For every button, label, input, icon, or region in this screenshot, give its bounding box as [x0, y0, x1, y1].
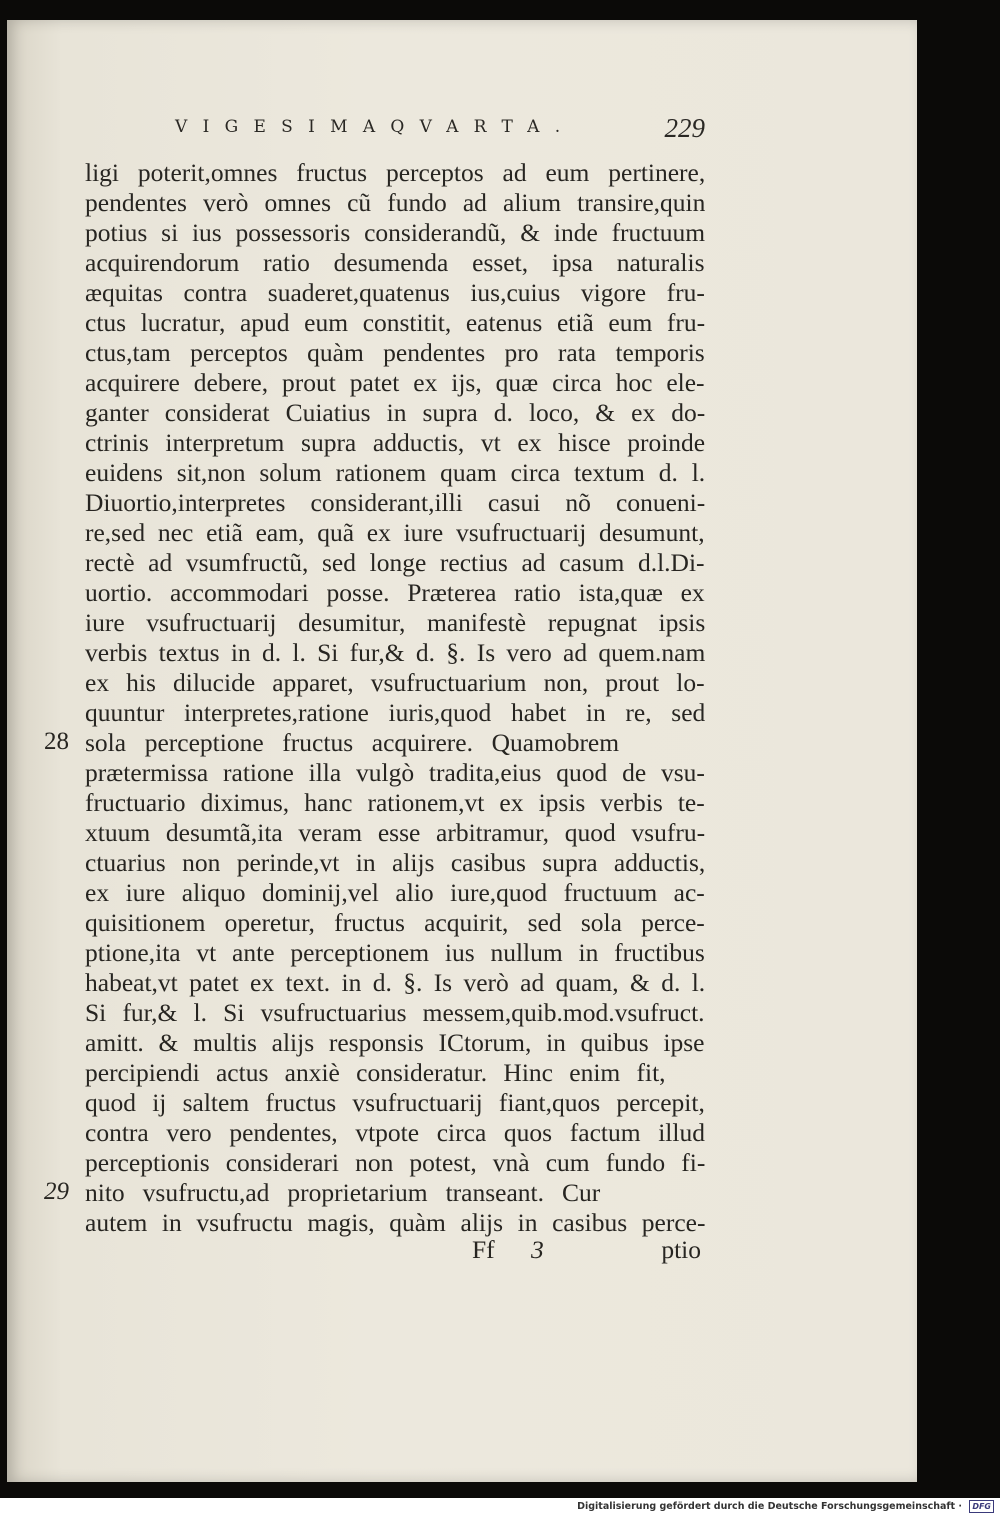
- text-line: ctus lucratur, apud eum constitit, eatenus etiã eum fru-: [85, 308, 706, 337]
- text-line: æquitas contra suaderet,quatenus ius,cuius vigore fru-: [85, 278, 705, 307]
- text-line: sola perceptione fructus acquirere. Quamobrem: [85, 728, 620, 757]
- text-line: re,sed nec etiã eam, quã ex iure vsufructuarij desumunt,: [85, 518, 705, 547]
- text-line: ctus,tam perceptos quàm pendentes pro rata temporis: [85, 338, 705, 367]
- signature-number: 3: [531, 1235, 544, 1264]
- dfg-logo-icon: DFG: [969, 1500, 994, 1513]
- text-line: autem in vsufructu magis, quàm alijs in casibus perce-: [85, 1208, 706, 1237]
- text-line: ex his dilucide apparet, vsufructuarium non, prout lo-: [85, 668, 705, 697]
- catchword: ptio: [661, 1235, 701, 1264]
- text-line: rectè ad vsumfructũ, sed longe rectius ad casum d.l.Di-: [85, 548, 705, 577]
- text-line: quuntur interpretes,ratione iuris,quod habet in re, sed: [85, 698, 706, 727]
- text-line: fructuario diximus, hanc rationem,vt ex ipsis verbis te-: [85, 788, 705, 817]
- page-footer: [85, 1235, 705, 1265]
- text-line: contra vero pendentes, vtpote circa quos factum illud: [85, 1118, 705, 1147]
- text-line: Diuortio,interpretes considerant,illi casui nõ conueni-: [85, 488, 706, 517]
- text-line: acquirere debere, prout patet ex ijs, quæ circa hoc ele-: [85, 368, 705, 397]
- text-line: perceptionis considerari non potest, vnà cum fundo fi-: [85, 1148, 706, 1177]
- text-line: ganter considerat Cuiatius in supra d. loco, & ex do-: [85, 398, 706, 427]
- text-line: percipiendi actus anxiè consideratur. Hinc enim fit,: [85, 1058, 666, 1087]
- text-line: quod ij saltem fructus vsufructuarij fiant,quos percepit,: [85, 1088, 705, 1117]
- text-line: acquirendorum ratio desumenda esset, ipsa naturalis: [85, 248, 705, 277]
- text-line: pendentes verò omnes cũ fundo ad alium transire,quin: [85, 188, 706, 217]
- page-number: 229: [664, 113, 705, 143]
- text-block: [85, 158, 705, 1238]
- running-head: [175, 113, 705, 147]
- digitization-credit: [577, 1499, 994, 1515]
- text-line: verbis textus in d. l. Si fur,& d. §. Is vero ad quem.nam: [85, 638, 706, 667]
- text-line: habeat,vt patet ex text. in d. §. Is verò ad quam, & d. l.: [85, 968, 706, 997]
- text-line: prætermissa ratione illa vulgò tradita,eius quod de vsu-: [85, 758, 705, 787]
- text-line: euidens sit,non solum rationem quam circa textum d. l.: [85, 458, 706, 487]
- text-line: iure vsufructuarij desumitur, manifestè repugnat ipsis: [85, 608, 706, 637]
- running-head-title: VIGESIMAQVARTA.: [175, 117, 576, 137]
- text-line: nito vsufructu,ad proprietarium transeant. Cur: [85, 1178, 601, 1207]
- credit-text: Digitalisierung gefördert durch die Deutsche Forschungsgemeinschaft ·: [577, 1501, 963, 1512]
- text-line: uortio. accommodari posse. Præterea ratio ista,quæ ex: [85, 578, 705, 607]
- text-line: ligi poterit,omnes fructus perceptos ad eum pertinere,: [85, 158, 706, 187]
- text-line: potius si ius possessoris considerandũ, & inde fructuum: [85, 218, 706, 247]
- text-line: Si fur,& l. Si vsufructuarius messem,quib.mod.vsufruct.: [85, 998, 705, 1027]
- text-line: ctuarius non perinde,vt in alijs casibus supra adductis,: [85, 848, 706, 877]
- text-line: ex iure aliquo dominij,vel alio iure,quod fructuum ac-: [85, 878, 705, 907]
- text-line: ctrinis interpretum supra adductis, vt ex hisce proinde: [85, 428, 706, 457]
- text-line: ptione,ita vt ante perceptionem ius nullum in fructibus: [85, 938, 705, 967]
- margin-note-29: 29: [44, 1178, 69, 1205]
- signature-mark: Ff: [472, 1235, 495, 1264]
- margin-note-28: 28: [44, 728, 69, 755]
- text-line: xtuum desumtã,ita veram esse arbitramur, quod vsufru-: [85, 818, 706, 847]
- text-line: quisitionem operetur, fructus acquirit, sed sola perce-: [85, 908, 705, 937]
- text-line: amitt. & multis alijs responsis ICtorum, in quibus ipse: [85, 1028, 705, 1057]
